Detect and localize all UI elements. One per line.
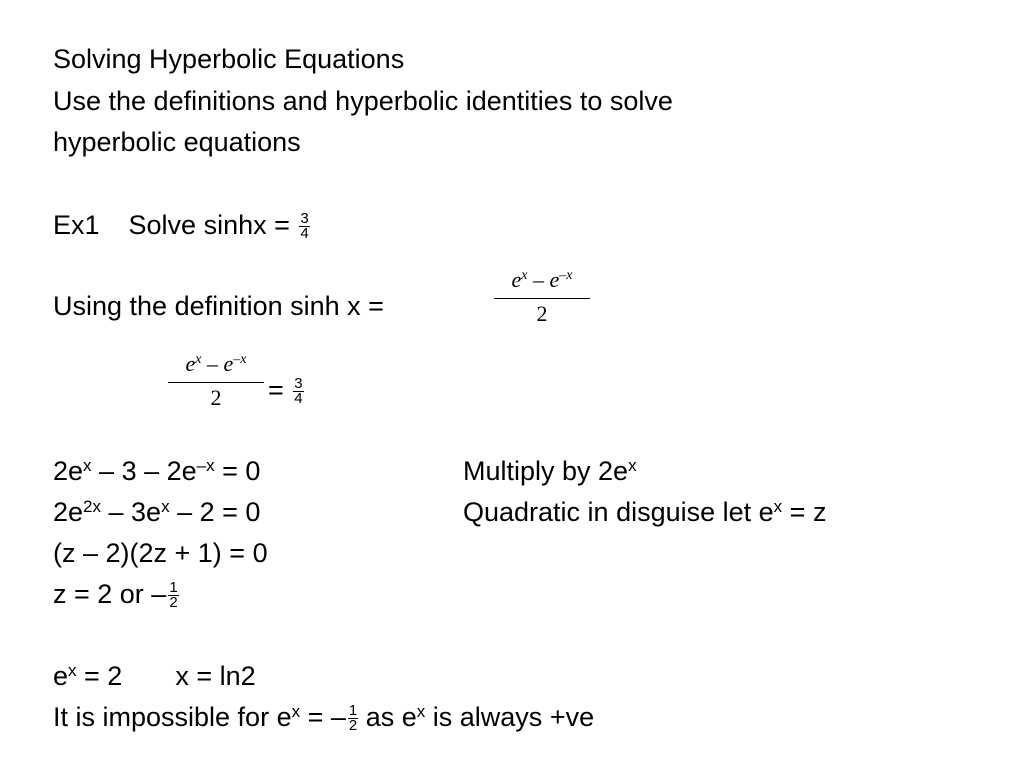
example-text: Solve sinhx = [128,210,298,240]
definition-fraction [494,268,590,329]
page-title: Solving Hyperbolic Equations [53,44,405,74]
fraction-numerator: $e^x - e^{-x}$ [168,352,264,383]
step-1: $2e^x - 3 - 2e^{-x} = 0$ [53,456,261,486]
step-6: It is impossible for $e^x$ = – $\frac{1}{2}$ as $e^x$ is always +ve [53,702,595,735]
step-6-fraction: $\frac{1}{2}$ [348,702,358,735]
step-4: z = 2 or – $\frac{1}{2}$ [53,579,178,612]
step-2: $2e^{2x} - 3e^x - 2 = 0$ [53,497,261,527]
step-4-fraction: $\frac{1}{2}$ [169,579,178,612]
equation-fraction [168,352,264,413]
intro-line-2: hyperbolic equations [53,127,301,157]
step-3: (z – 2)(2z + 1) = 0 [53,538,268,568]
fraction-numerator: 3 [300,210,309,228]
equation-rhs [268,374,304,406]
rhs-fraction: $\frac{3}{4}$ [294,375,303,408]
fraction-denominator: 2 [536,301,548,326]
fraction-denominator: 4 [300,225,309,243]
fraction-denominator: 2 [210,385,222,410]
equals-sign: = [268,375,292,405]
example-line [53,209,310,241]
step-5: $e^x = 2$ x = ln2 [53,661,256,691]
fraction-numerator: $e^x - e^{-x}$ [494,268,590,299]
intro-line-1: Use the definitions and hyperbolic identities to solve [53,86,673,116]
definition-text: Using the definition sinh x = [53,291,384,321]
step-2-note: Quadratic in disguise let $e^x = z$ [463,497,827,527]
step-1-note: Multiply by $2e^x$ [463,456,637,486]
example-label: Ex1 [53,210,100,240]
example-fraction [299,212,309,241]
